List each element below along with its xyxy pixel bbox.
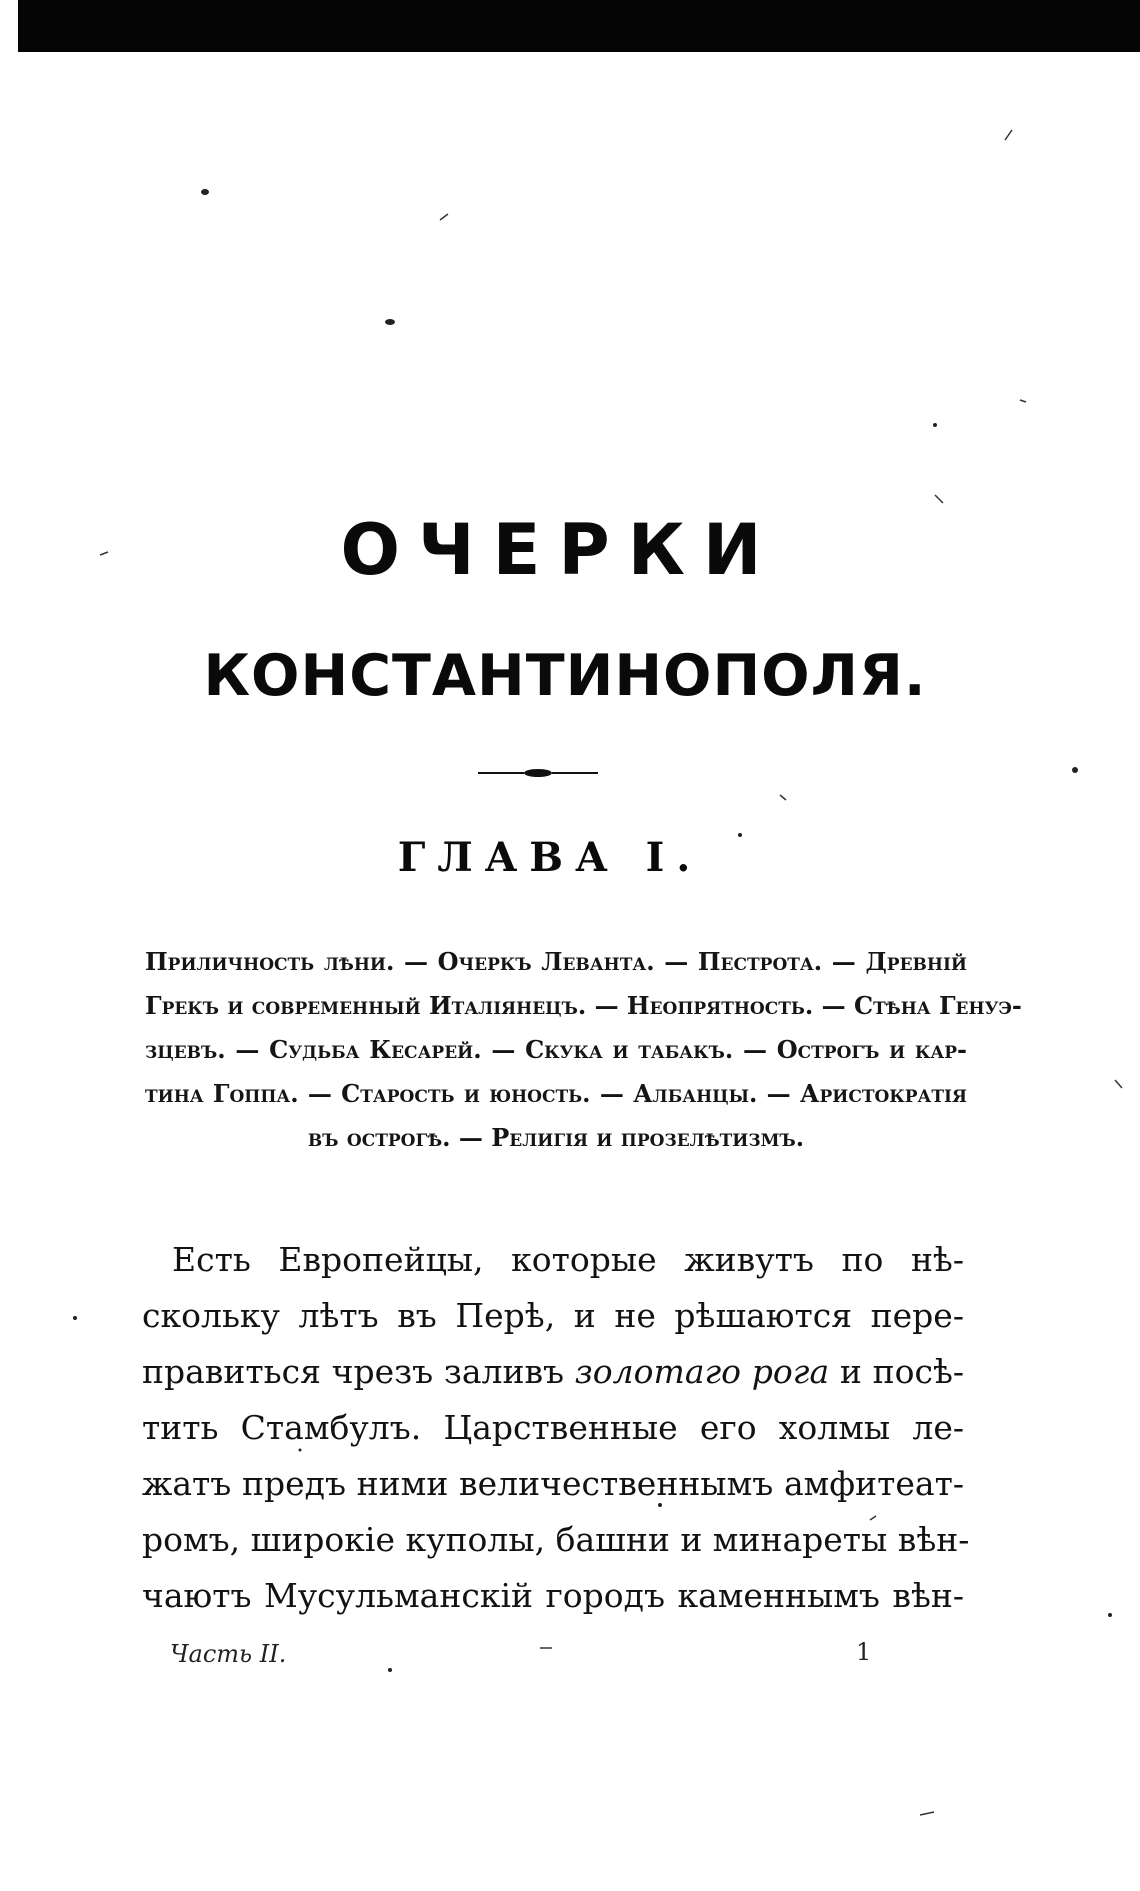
page-title: ОЧЕРКИ	[340, 509, 780, 591]
summary-line: тина Гоппа. — Старость и юность. — Албанцы. — Аристократія	[145, 1079, 967, 1108]
body-paragraph	[142, 1232, 970, 1624]
body-line	[142, 1344, 964, 1400]
summary-line: въ острогѣ. — Религія и прозелѣтизмъ.	[307, 1123, 805, 1152]
chapter-summary	[145, 940, 1022, 1160]
body-line: тить Стамбулъ. Царственные его холмы ле-	[142, 1408, 964, 1447]
ornament-divider-icon	[478, 768, 598, 778]
body-text-segment: и посѣ-	[829, 1352, 964, 1391]
summary-line: Грекъ и современный Италіянецъ. — Неопрятность. — Стѣна Генуэ-	[145, 991, 1022, 1020]
body-line: ромъ, широкіе куполы, башни и минареты вѣн-	[142, 1520, 970, 1559]
italic-phrase: золотаго рога	[574, 1352, 830, 1391]
page-number: 1	[856, 1638, 872, 1666]
body-text-segment: правиться чрезъ заливъ	[142, 1352, 575, 1391]
signature-mark: Часть II.	[170, 1640, 287, 1668]
page-subtitle: КОНСТАНТИНОПОЛЯ.	[203, 643, 927, 709]
body-line: жатъ предъ ними величественнымъ амфитеат-	[142, 1464, 964, 1503]
body-line: Есть Европейцы, которые живутъ по нѣ-	[172, 1240, 964, 1279]
chapter-heading: ГЛАВА I.	[397, 834, 703, 881]
body-line: скольку лѣтъ въ Перѣ, и не рѣшаются пере-	[142, 1296, 964, 1335]
body-line: чаютъ Мусульманскій городъ каменнымъ вѣн-	[142, 1576, 964, 1615]
summary-line: зцевъ. — Судьба Кесарей. — Скука и табакъ. — Острогъ и кар-	[145, 1035, 967, 1064]
summary-line: Приличность лѣни. — Очеркъ Леванта. — Пестрота. — Древній	[145, 947, 967, 976]
